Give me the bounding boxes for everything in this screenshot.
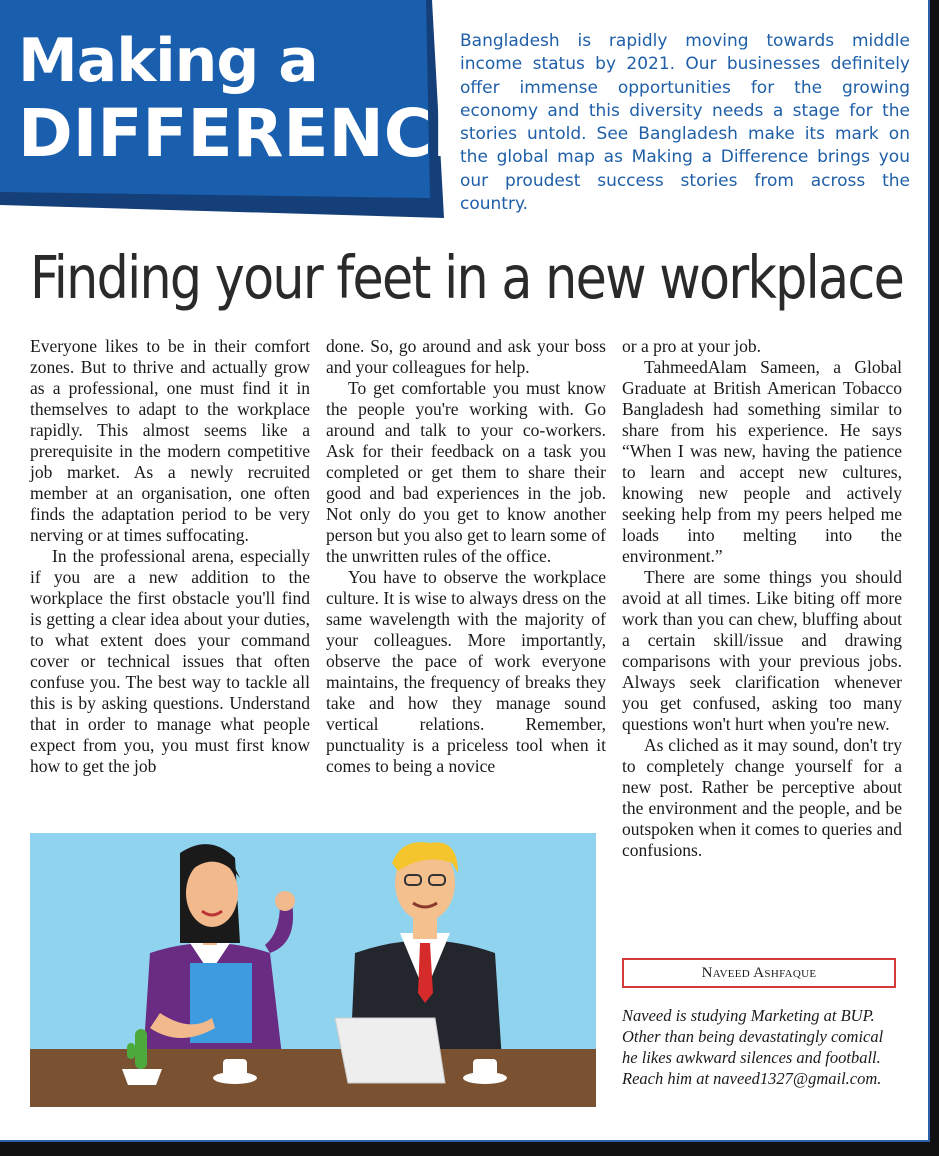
paragraph: As cliched as it may sound, don't try to completely change yourself for a new post. Rather be perceptive about the environment and the people, and be outspoken when it comes to queries and confusions. bbox=[622, 735, 902, 860]
paragraph: You have to observe the workplace culture. It is wise to always dress on the same wavelength with the majority of your colleagues. More importantly, observe the pace of work everyone maintains, the frequency of breaks they take and how they manage sound vertical relations. Remember, punctuality is a priceless tool when it comes to being a novice bbox=[326, 567, 606, 776]
section-intro: Bangladesh is rapidly moving towards middle income status by 2021. Our businesses definitely offer immense opportunities for the growing economy and this diversity needs a stage for the stories untold. See Bangladesh make its mark on the global map as Making a Difference brings you our proudest success stories from across the country. bbox=[460, 31, 910, 215]
byline-box bbox=[622, 958, 896, 988]
paragraph: done. So, go around and ask your boss and your colleagues for help. bbox=[326, 336, 606, 377]
paragraph: Everyone likes to be in their comfort zones. But to thrive and actually grow as a professional, one must find it in themselves to adapt to the workplace rapidly. This almost seems like a prerequisite in the modern competitive job market. As a newly recruited member at an organisation, one often finds the adaptation period to be very nerving or at times suffocating. bbox=[30, 336, 310, 545]
section-title-line1: Making a bbox=[18, 26, 318, 96]
article-column-3 bbox=[622, 336, 902, 861]
paragraph: There are some things you should avoid at all times. Like biting off more work than you can chew, bluffing about a certain skill/issue and drawing comparisons with your previous jobs. Always seek clarification whenever you get confused, asking too many questions won't hurt when you're new. bbox=[622, 567, 902, 734]
article-column-2 bbox=[326, 336, 606, 777]
paragraph: To get comfortable you must know the people you're working with. Go around and talk to your co-workers. Ask for their feedback on a task you completed or get them to share their good and bad experiences in the job. Not only do you get to know another person but you also get to learn some of the unwritten rules of the office. bbox=[326, 378, 606, 566]
paragraph: TahmeedAlam Sameen, a Global Graduate at British American Tobacco Bangladesh had something similar to share from his experience. He says “When I was new, having the patience to learn and accept new cultures, knowing new people and actively seeking help from my peers helped me loads into melting into the environment.” bbox=[622, 357, 902, 566]
article-column-1 bbox=[30, 336, 310, 777]
author-name: Naveed Ashfaque bbox=[701, 964, 817, 981]
section-title bbox=[18, 26, 477, 172]
section-title-line2: DIFFERENCE bbox=[18, 95, 478, 172]
paragraph: or a pro at your job. bbox=[622, 336, 761, 356]
author-bio: Naveed is studying Marketing at BUP. Other than being devastatingly comical he likes awkward silences and football. Reach him at naveed1327@gmail.com. bbox=[622, 1006, 884, 1088]
paragraph: In the professional arena, especially if you are a new addition to the workplace the first obstacle you'll find is getting a clear idea about your duties, to what extent does your command cover or technical issues that often confuse you. The best way to tackle all this is by asking questions. Understand that in order to manage what people expect from you, you must first know how to get the job bbox=[30, 546, 310, 776]
office-illustration bbox=[30, 833, 596, 1107]
article-headline: Finding your feet in a new workplace bbox=[30, 243, 904, 312]
